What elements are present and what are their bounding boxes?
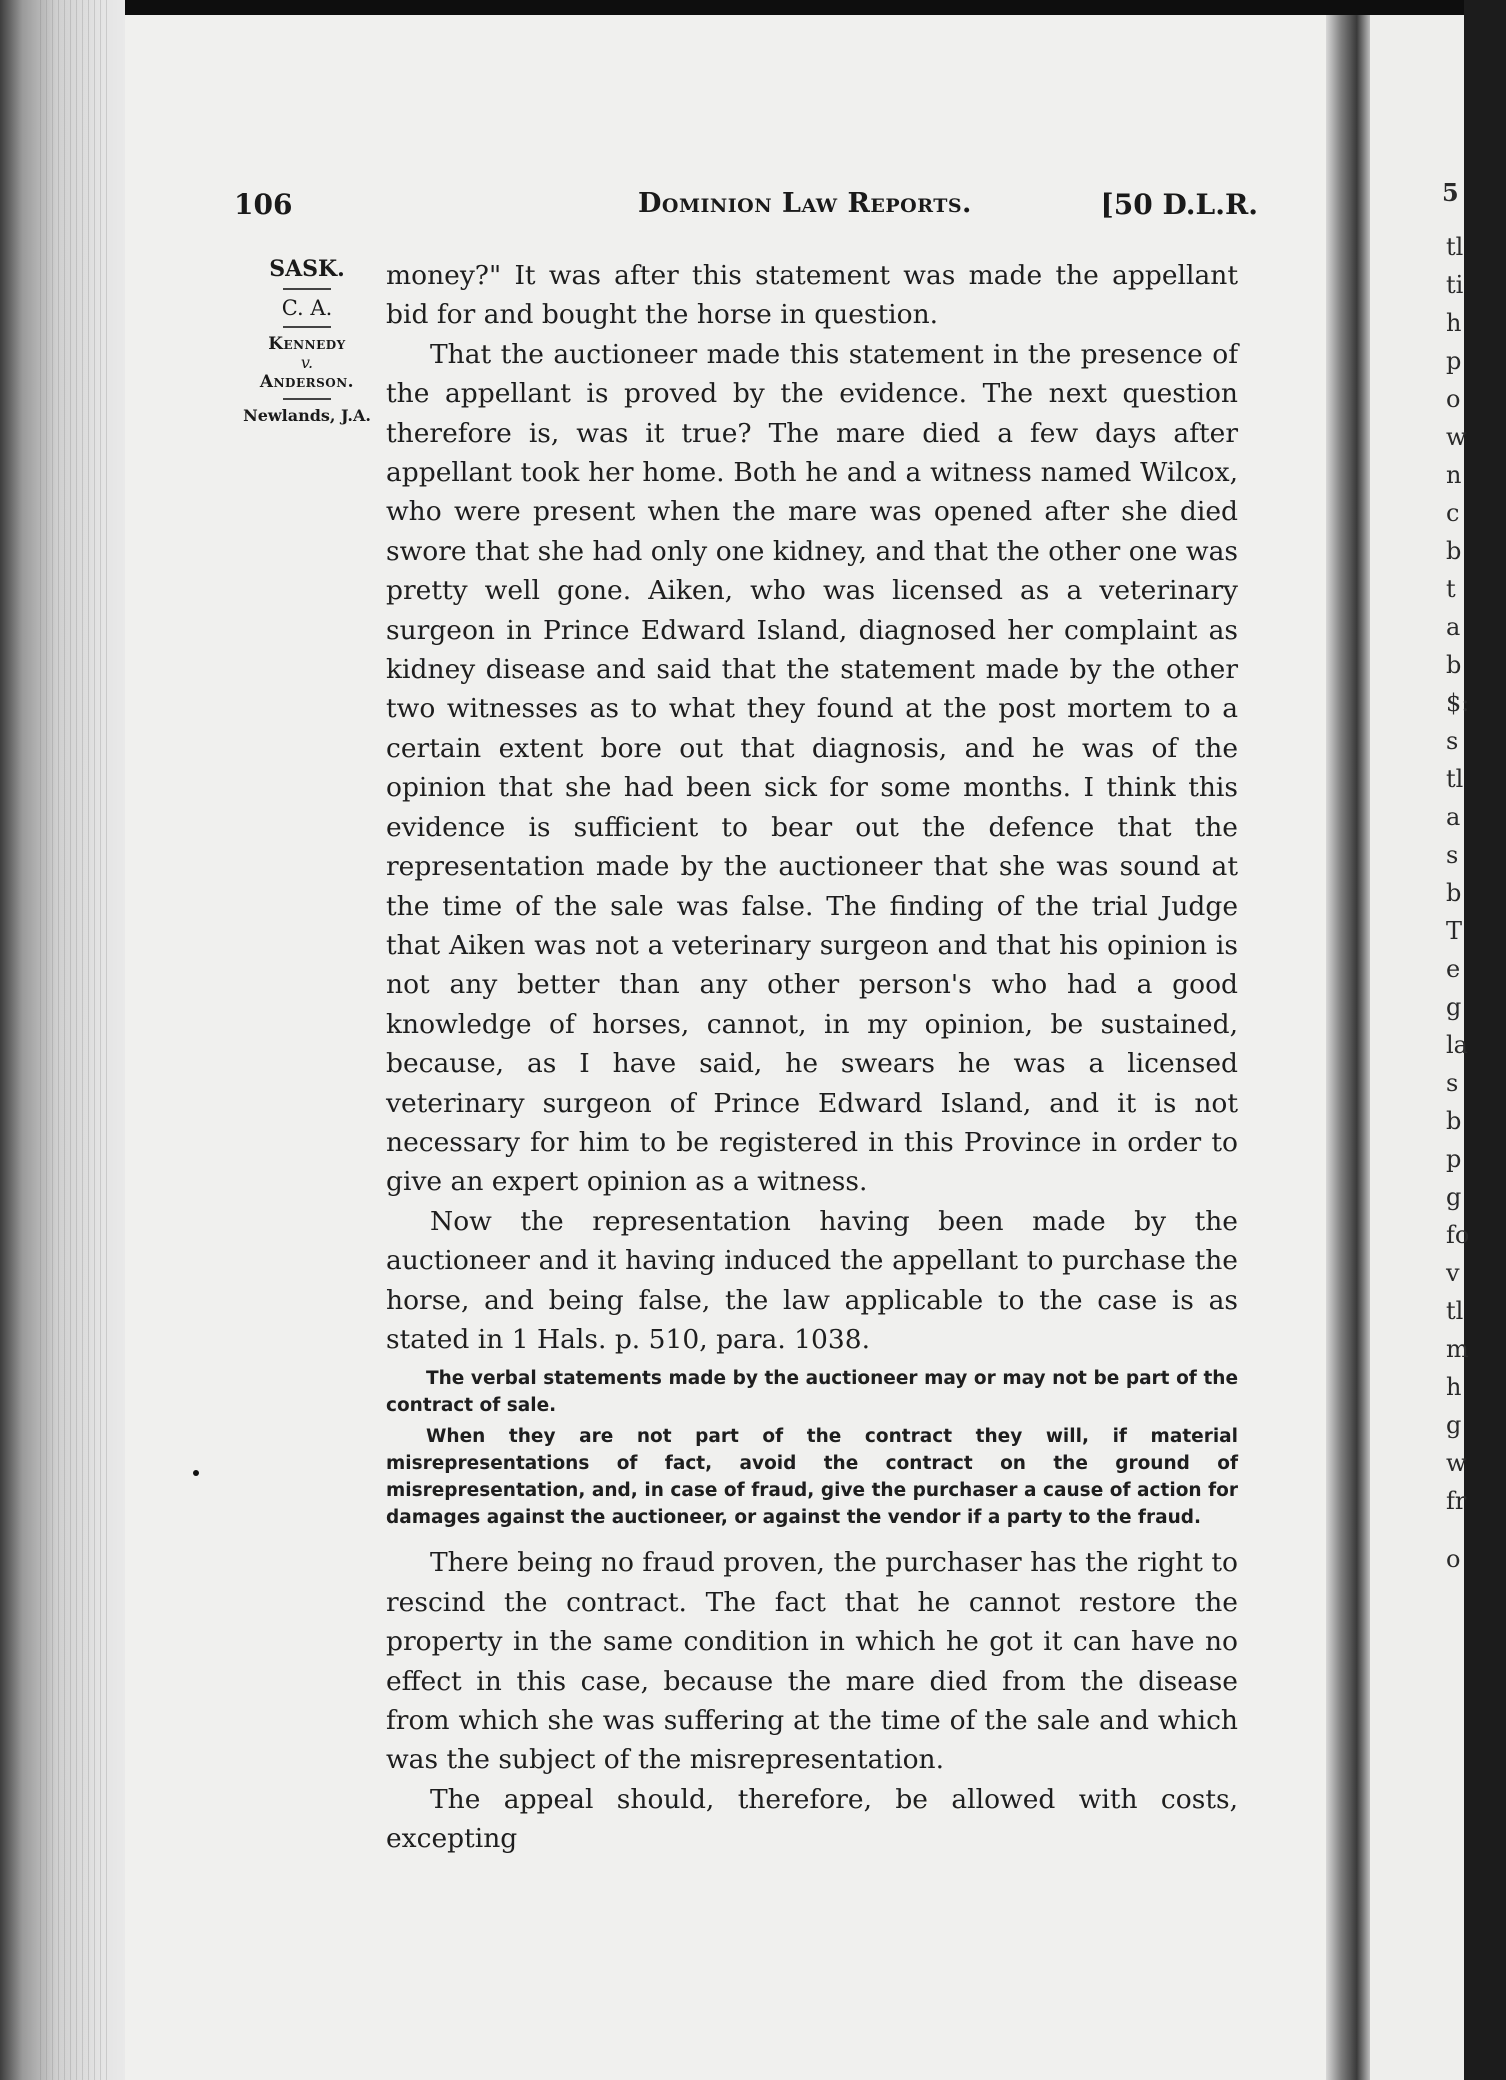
facing-fragment: a: [1446, 803, 1461, 831]
facing-fragment: a: [1446, 613, 1461, 641]
sidebar-rule: [283, 288, 331, 290]
block-quote: When they are not part of the contract they will, if material misrepresentations of fact, avoid the contract on the ground of misrepresentation, and, in case of fraud, give the purchaser a cause of action for damages against the auctioneer, or against the vendor if a party to the fraud.: [386, 1426, 1238, 1529]
facing-fragment: s: [1446, 841, 1459, 869]
versus-label: v.: [300, 353, 314, 372]
facing-page: [1370, 15, 1470, 2080]
defendant-name: Anderson.: [259, 372, 355, 392]
facing-fragment: g: [1446, 1411, 1462, 1439]
facing-fragment: b: [1446, 537, 1462, 565]
paragraph: There being no fraud proven, the purchaser has the right to rescind the contract. The fact that he cannot restore the property in the same condition in which he got it can have no effect in this case, because the mare died from the disease from which she was suffering at the time of the sale and which was the subject of the misrepresentation.: [386, 1547, 1238, 1776]
facing-fragment: T: [1446, 917, 1463, 945]
facing-fragment: t: [1446, 575, 1456, 603]
facing-fragment: c: [1446, 499, 1460, 527]
paragraph: The appeal should, therefore, be allowed with costs, excepting: [386, 1783, 1238, 1855]
facing-fragment: n: [1446, 461, 1462, 489]
facing-fragment: w: [1446, 423, 1467, 451]
sidebar-rule: [283, 326, 331, 328]
facing-fragment: h: [1446, 1373, 1462, 1401]
judge-name: Newlands, J.A.: [243, 406, 371, 425]
volume-reference: [50 D.L.R.: [1100, 188, 1258, 221]
facing-fragment: tl: [1446, 1297, 1464, 1325]
facing-fragment: $:: [1446, 689, 1470, 717]
facing-fragment: tl: [1446, 233, 1464, 261]
facing-fragment: tl: [1446, 765, 1464, 793]
facing-fragment: m: [1446, 1335, 1469, 1363]
plaintiff-name: Kennedy: [268, 334, 346, 354]
court-label: C. A.: [281, 296, 333, 320]
facing-fragment: h: [1446, 309, 1462, 337]
facing-fragment: p: [1446, 347, 1462, 375]
running-head: [228, 188, 1258, 228]
sidebar-rule: [283, 398, 331, 400]
paragraph-continued: money?" It was after this statement was made the appellant bid for and bought the horse in question.: [386, 260, 1238, 331]
facing-fragment: o: [1446, 385, 1461, 413]
block-quote: The verbal statements made by the auctioneer may or may not be part of the contract of sale.: [386, 1368, 1238, 1417]
case-sidebar: [228, 256, 386, 425]
facing-fragment: o: [1446, 1545, 1461, 1573]
facing-fragment: e: [1446, 955, 1461, 983]
facing-fragment: g: [1446, 993, 1462, 1021]
journal-title: Dominion Law Reports.: [638, 188, 972, 219]
paragraph: Now the representation having been made by the auctioneer and it having induced the appellant to purchase the horse, and being false, the law applicable to the case is as stated in 1 Hals. p. 510, para. 1038.: [386, 1205, 1238, 1355]
page-number: 106: [234, 188, 293, 221]
facing-fragment: b: [1446, 651, 1462, 679]
facing-fragment: la: [1446, 1031, 1468, 1059]
scan-speck: [193, 1470, 199, 1476]
book-gutter: [1326, 15, 1370, 2080]
facing-fragment: v: [1446, 1259, 1460, 1287]
facing-fragment: fr: [1446, 1487, 1467, 1515]
facing-fragment: ti: [1446, 271, 1464, 299]
facing-fragment: b: [1446, 1107, 1462, 1135]
facing-fragment: b: [1446, 879, 1462, 907]
facing-fragment: s: [1446, 727, 1459, 755]
facing-fragment: p: [1446, 1145, 1462, 1173]
facing-fragment: fo: [1446, 1221, 1470, 1249]
page-stack-lines: [40, 0, 110, 2080]
paragraph: That the auctioneer made this statement in the presence of the appellant is proved by the evidence. The next question therefore is, was it true? The mare died a few days after appellant took her home. Both he and a witness named Wilcox, who were present when the mare was opened after she died swore that she had only one kidney, and that the other one was pretty well gone. Aiken, who was licensed as a veterinary surgeon in Prince Edward Island, diagnosed her complaint as kidney disease and said that the statement made by the other two witnesses as to what they found at the post mortem to a certain extent bore out that diagnosis, and he was of the opinion that she had been sick for some months. I think this evidence is sufficient to bear out the defence that the representation made by the auctioneer that she was sound at the time of the sale was false. The finding of the trial Judge that Aiken was not a veterinary surgeon and that his opinion is not any better than any other person's who had a good knowledge of horses, cannot, in my opinion, be sustained, because, as I have said, he swears he was a licensed veterinary surgeon of Prince Edward Island, and it is not necessary for him to be registered in this Province in order to give an expert opinion as a witness.: [386, 338, 1238, 1198]
province-label: SASK.: [269, 256, 345, 282]
judgment-text: [386, 256, 1238, 1859]
facing-fragment: g: [1446, 1183, 1462, 1211]
facing-fragment: 5: [1442, 178, 1459, 207]
facing-fragment: s: [1446, 1069, 1459, 1097]
facing-fragment: w: [1446, 1449, 1467, 1477]
